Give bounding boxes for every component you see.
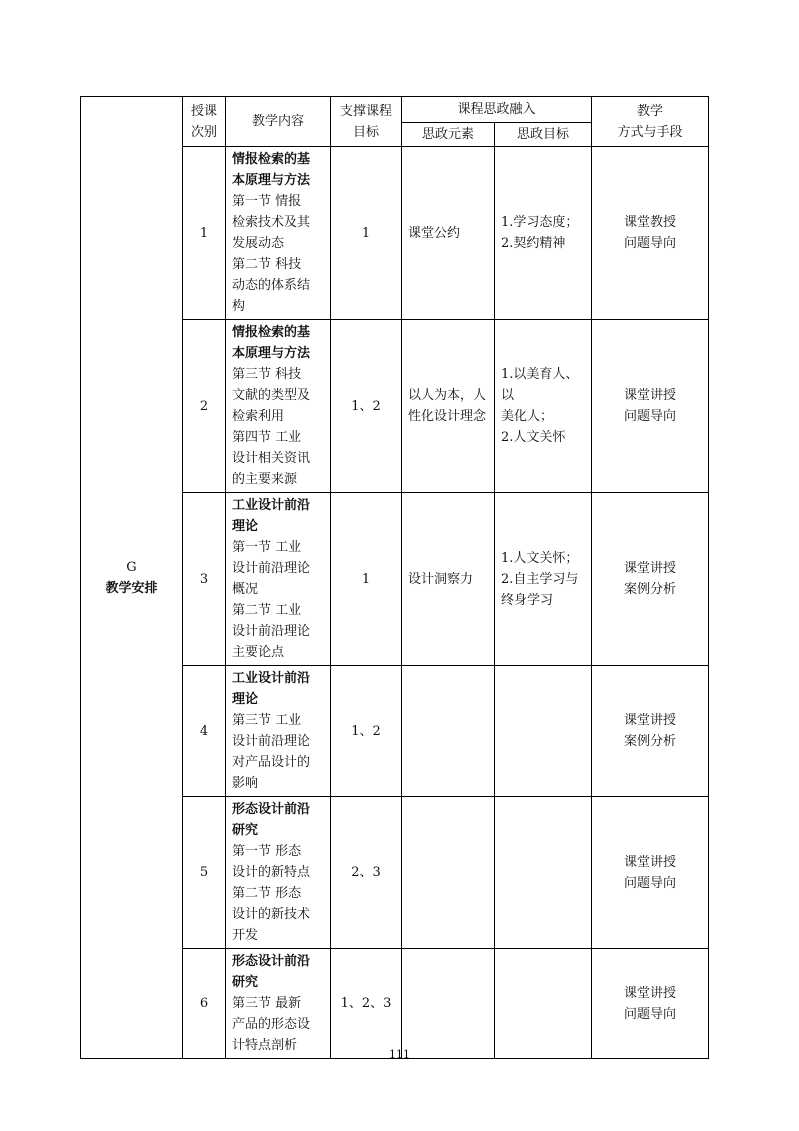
teaching-method-line: 课堂讲授 bbox=[624, 388, 677, 403]
support-target: 1、2 bbox=[331, 320, 402, 493]
session-number: 3 bbox=[183, 493, 226, 666]
ideology-element bbox=[402, 797, 495, 949]
teaching-method-line: 问题导向 bbox=[624, 409, 677, 424]
lesson-section: 计特点剖析 bbox=[232, 1038, 298, 1053]
session-number: 5 bbox=[183, 797, 226, 949]
ideology-goal-line: 美化人； bbox=[501, 409, 554, 424]
session-number: 2 bbox=[183, 320, 226, 493]
lesson-topic: 本原理与方法 bbox=[232, 346, 311, 361]
lesson-section: 第一节 形态 bbox=[232, 844, 302, 859]
lesson-section: 第三节 工业 bbox=[232, 713, 302, 728]
teaching-method bbox=[592, 797, 709, 949]
section-label-cell bbox=[81, 97, 183, 1059]
lesson-section: 影响 bbox=[232, 776, 259, 791]
teaching-method-line: 案例分析 bbox=[624, 582, 677, 597]
lesson-topic: 形态设计前沿 bbox=[232, 954, 311, 969]
teaching-schedule-table bbox=[80, 96, 709, 1059]
header-ideology: 课程思政融入 bbox=[402, 97, 592, 123]
lesson-topic: 本原理与方法 bbox=[232, 173, 311, 188]
teaching-method-line: 课堂讲授 bbox=[624, 561, 677, 576]
support-target: 1、2、3 bbox=[331, 949, 402, 1059]
section-label: 教学安排 bbox=[105, 580, 158, 596]
page-number: 111 bbox=[389, 1048, 410, 1061]
lesson-section: 设计前沿理论 bbox=[232, 561, 311, 576]
lesson-section: 设计前沿理论 bbox=[232, 734, 311, 749]
lesson-topic: 工业设计前沿 bbox=[232, 671, 311, 686]
session-number: 6 bbox=[183, 949, 226, 1059]
header-support bbox=[331, 97, 402, 147]
support-target: 1 bbox=[331, 147, 402, 320]
lesson-section: 构 bbox=[232, 299, 246, 314]
header-content: 教学内容 bbox=[226, 97, 331, 147]
header-goal: 思政目标 bbox=[495, 123, 592, 147]
ideology-goal-line: 2.人文关怀 bbox=[501, 430, 566, 445]
lesson-section: 设计相关资讯 bbox=[232, 451, 311, 466]
ideology-goal-line: 1.学习态度； bbox=[501, 215, 579, 230]
lesson-content bbox=[226, 666, 331, 797]
ideology-goal bbox=[495, 666, 592, 797]
header-method-line: 方式与手段 bbox=[617, 124, 683, 140]
ideology-element-line: 课堂公约 bbox=[408, 225, 461, 241]
ideology-goal bbox=[495, 320, 592, 493]
support-target: 1、2 bbox=[331, 666, 402, 797]
header-session-line: 次别 bbox=[190, 124, 217, 140]
ideology-element bbox=[402, 666, 495, 797]
lesson-topic: 工业设计前沿 bbox=[232, 498, 311, 513]
ideology-goal bbox=[495, 797, 592, 949]
lesson-section: 文献的类型及 bbox=[232, 388, 311, 403]
lesson-content bbox=[226, 797, 331, 949]
ideology-element-line: 性化设计理念 bbox=[408, 409, 487, 424]
support-target: 2、3 bbox=[331, 797, 402, 949]
lesson-content bbox=[226, 147, 331, 320]
header-element: 思政元素 bbox=[402, 123, 495, 147]
ideology-element bbox=[402, 320, 495, 493]
lesson-section: 开发 bbox=[232, 928, 259, 943]
lesson-section: 对产品设计的 bbox=[232, 755, 311, 770]
header-support-line: 目标 bbox=[352, 124, 379, 140]
lesson-topic: 研究 bbox=[232, 975, 259, 990]
teaching-method-line: 课堂教授 bbox=[624, 215, 677, 230]
ideology-goal-line: 1.以美育人、以 bbox=[501, 367, 579, 403]
lesson-topic: 理论 bbox=[232, 692, 259, 707]
teaching-method bbox=[592, 493, 709, 666]
teaching-method-line: 课堂讲授 bbox=[624, 854, 677, 870]
lesson-section: 概况 bbox=[232, 582, 259, 597]
session-number: 1 bbox=[183, 147, 226, 320]
lesson-section: 产品的形态设 bbox=[232, 1017, 311, 1032]
lesson-content bbox=[226, 949, 331, 1059]
ideology-element bbox=[402, 147, 495, 320]
section-code: G bbox=[126, 559, 137, 575]
lesson-section: 设计的新特点 bbox=[232, 865, 311, 880]
header-session bbox=[183, 97, 226, 147]
lesson-section: 的主要来源 bbox=[232, 472, 298, 487]
header-session-line: 授课 bbox=[190, 103, 217, 119]
session-number: 4 bbox=[183, 666, 226, 797]
teaching-method-line: 问题导向 bbox=[624, 875, 677, 891]
lesson-section: 设计的新技术 bbox=[232, 907, 311, 922]
ideology-goal bbox=[495, 493, 592, 666]
lesson-topic: 理论 bbox=[232, 519, 259, 534]
lesson-content bbox=[226, 493, 331, 666]
ideology-goal bbox=[495, 949, 592, 1059]
lesson-content bbox=[226, 320, 331, 493]
lesson-section: 检索技术及其 bbox=[232, 215, 311, 230]
lesson-section: 检索利用 bbox=[232, 409, 285, 424]
teaching-method-line: 问题导向 bbox=[624, 236, 677, 251]
lesson-section: 第二节 形态 bbox=[232, 886, 302, 901]
support-target: 1 bbox=[331, 493, 402, 666]
lesson-section: 第三节 最新 bbox=[232, 996, 302, 1011]
header-method bbox=[592, 97, 709, 147]
lesson-topic: 情报检索的基 bbox=[232, 152, 311, 167]
teaching-method-line: 课堂讲授 bbox=[624, 713, 677, 728]
ideology-goal-line: 终身学习 bbox=[501, 592, 554, 608]
lesson-section: 设计前沿理论 bbox=[232, 624, 311, 639]
lesson-section: 动态的体系结 bbox=[232, 278, 311, 293]
lesson-section: 发展动态 bbox=[232, 236, 285, 251]
header-method-line: 教学 bbox=[637, 103, 664, 119]
ideology-element bbox=[402, 493, 495, 666]
teaching-method-line: 课堂讲授 bbox=[624, 985, 677, 1001]
lesson-section: 第二节 工业 bbox=[232, 603, 302, 618]
lesson-section: 第四节 工业 bbox=[232, 430, 302, 445]
lesson-section: 主要论点 bbox=[232, 645, 285, 660]
teaching-method bbox=[592, 147, 709, 320]
teaching-method bbox=[592, 949, 709, 1059]
ideology-goal-line: 2.自主学习与 bbox=[501, 571, 579, 587]
teaching-method-line: 问题导向 bbox=[624, 1006, 677, 1022]
ideology-goal-line: 2.契约精神 bbox=[501, 236, 566, 251]
ideology-element-line: 设计洞察力 bbox=[408, 571, 474, 587]
lesson-topic: 形态设计前沿 bbox=[232, 802, 311, 817]
ideology-goal-line: 1.人文关怀； bbox=[501, 550, 579, 566]
ideology-element bbox=[402, 949, 495, 1059]
lesson-section: 第一节 工业 bbox=[232, 540, 302, 555]
teaching-method bbox=[592, 666, 709, 797]
lesson-topic: 情报检索的基 bbox=[232, 325, 311, 340]
lesson-topic: 研究 bbox=[232, 823, 259, 838]
ideology-goal bbox=[495, 147, 592, 320]
teaching-method bbox=[592, 320, 709, 493]
ideology-element-line: 以人为本，人 bbox=[408, 388, 487, 403]
teaching-method-line: 案例分析 bbox=[624, 734, 677, 749]
lesson-section: 第三节 科技 bbox=[232, 367, 302, 382]
header-support-line: 支撑课程 bbox=[339, 103, 392, 119]
lesson-section: 第二节 科技 bbox=[232, 257, 302, 272]
lesson-section: 第一节 情报 bbox=[232, 194, 302, 209]
